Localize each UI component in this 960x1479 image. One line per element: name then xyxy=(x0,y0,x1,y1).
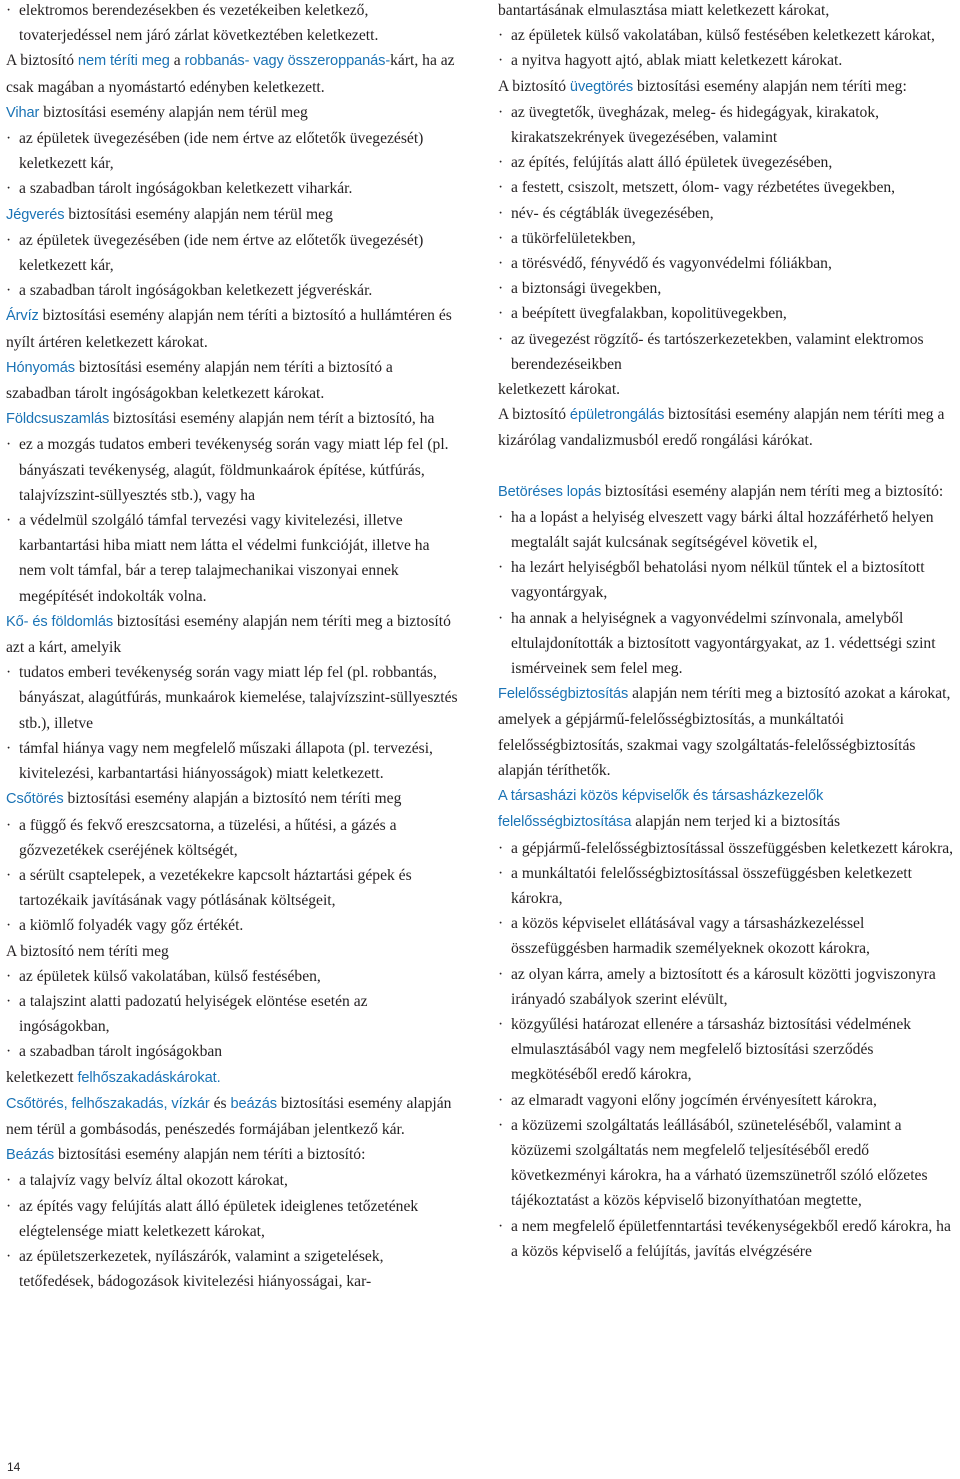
bullet-item xyxy=(498,1088,958,1113)
text-span: alapján nem terjed ki a biztosítás xyxy=(631,813,841,831)
text-span: a biztonsági üvegekben, xyxy=(511,280,662,298)
bullet-item xyxy=(498,327,958,377)
text-span: elektromos berendezésekben és vezetékeiben keletkező, tovaterjedéssel nem járó zárlat következtében keletkezett. xyxy=(19,2,379,45)
bullet-item xyxy=(6,1168,458,1193)
bullet-item xyxy=(6,176,458,201)
text-span: a nyitva hagyott ajtó, ablak miatt keletkezett károkat. xyxy=(511,52,843,70)
text-span: alapján nem téríti meg a biztosító azokat a károkat, amelyek a gépjármű-felelősségbiztosítás, a munkáltatói felelősségbiztosítás, szakmai vagy szolgáltatás-felelősségbiztosítás alapján téríthetők. xyxy=(498,685,951,779)
paragraph xyxy=(6,202,458,228)
page-number: 14 xyxy=(7,1460,21,1474)
text-span: a szabadban tárolt ingóságokban keletkezett viharkár. xyxy=(19,180,353,198)
highlighted-term: Csőtörés xyxy=(6,791,64,808)
text-span: az épületek üvegezésében (ide nem értve az előtetők üvegezését) keletkezett kár, xyxy=(19,130,424,173)
text-span: a festett, csiszolt, metszett, ólom- vagy rézbetétes üvegekben, xyxy=(511,179,896,197)
bullet-item xyxy=(498,301,958,326)
text-span: biztosítási esemény alapján nem téríti a biztosító: xyxy=(54,1146,366,1164)
highlighted-term: Csőtörés, felhőszakadás, xyxy=(6,1095,168,1112)
bullet-item xyxy=(498,251,958,276)
text-span: a talajszint alatti padozatú helyiségek elöntése esetén az ingóságokban, xyxy=(19,992,368,1036)
highlighted-term: Betöréses lopás xyxy=(498,483,602,500)
bullet-item xyxy=(498,1214,958,1264)
paragraph xyxy=(6,48,458,99)
text-span: az építés vagy felújítás alatt álló épületek ideiglenes tetőzetének elégtelensége miatt keletkezett károkat, xyxy=(19,1197,419,1240)
bullet-item xyxy=(6,964,458,989)
text-span: a sérült csaptelepek, a vezetékekre kapcsolt háztartási gépek és tartozékaik javításának vagy pótlásának költségeit, xyxy=(19,866,412,910)
text-span: a közös képviselet ellátásával vagy a társasházkezeléssel összefüggésben harmadik személyeknek okozott károkra, xyxy=(511,915,870,958)
bullet-item xyxy=(498,48,958,73)
bullet-item xyxy=(498,23,958,48)
text-span: biztosítási esemény alapján nem téríti a biztosító a hullámtéren és nyílt ártéren keletkezett károkat. xyxy=(6,307,452,351)
text-span: a közüzemi szolgáltatás leállásából, szüneteléséből, valamint a közüzemi szolgáltatás nem megfelelő teljesítéséből eredő következményi károkra, ha a várható üzemszünetről szóló előzetes tájékoztatást a közös képviselő bizonyíthatóan megtette, xyxy=(511,1116,928,1210)
paragraph xyxy=(498,681,958,783)
bullet-item xyxy=(6,0,458,48)
text-span: A biztosító nem téríti meg xyxy=(6,942,169,960)
bullet-item xyxy=(498,836,958,861)
bullet-item xyxy=(498,100,958,150)
bullet-item xyxy=(6,228,458,278)
bullet-item xyxy=(498,175,958,200)
bullet-item xyxy=(6,1244,458,1294)
bullet-item xyxy=(498,226,958,251)
bullet-item xyxy=(6,1194,458,1244)
text-span: közgyűlési határozat ellenére a társasház biztosítási védelmének elmulasztásából vagy nem megfelelő biztosítási szerződés megkötéséből eredő károkra, xyxy=(511,1015,912,1084)
paragraph xyxy=(6,406,458,432)
highlighted-term: Kő- és földomlás xyxy=(6,613,114,630)
text-span: a törésvédő, fényvédő és vagyonvédelmi fóliákban, xyxy=(511,255,832,273)
bullet-item xyxy=(6,660,458,736)
paragraph xyxy=(498,402,958,453)
text-span: az üvegtetők, üvegházak, meleg- és hidegágyak, kirakatok, kirakatszekrények üvegezésében, valamint xyxy=(511,103,880,147)
text-span: A biztosító xyxy=(498,77,570,95)
highlighted-term: beázás xyxy=(230,1095,277,1112)
text-span: tudatos emberi tevékenység során vagy miatt lép fel (pl. robbantás, bányászat, alagútfúrás, munkaárok kiemelése, talajvízszint-süllyesztés stb.), illetve xyxy=(19,664,458,732)
text-span: a talajvíz vagy belvíz által okozott károkat, xyxy=(19,1172,288,1190)
text-span: ha a lopást a helyiség elveszett vagy bárki által hozzáférhető helyen megtalált saját kulcsának segítségével követik el, xyxy=(511,508,934,552)
text-span: az épületek üvegezésében (ide nem értve az előtetők üvegezését) keletkezett kár, xyxy=(19,231,424,275)
highlighted-term: robbanás- vagy összeroppanás- xyxy=(184,53,391,70)
paragraph xyxy=(6,786,458,812)
text-span: A biztosító xyxy=(6,52,78,70)
bullet-item xyxy=(498,911,958,961)
bullet-item xyxy=(498,606,958,682)
text-span: az elmaradt vagyoni előny jogcímén érvényesített károkra, xyxy=(511,1091,877,1109)
text-span: a védelmül szolgáló támfal tervezési vagy kivitelezési, illetve karbantartási hiba miatt nem látta el védelmi funkcióját, illetve ha nem volt támfal, bár a terep talajmechanikai viszonyai ennek megépítését indokolták volna. xyxy=(19,512,430,605)
highlighted-term: üvegtörés xyxy=(569,78,634,95)
text-span: ha annak a helyiségnek a vagyonvédelmi színvonala, amelyből eltulajdonították a biztosított vagyontárgyakat, az 1. védettségi szint ismérveinek sem felel meg. xyxy=(511,609,936,678)
paragraph xyxy=(6,939,458,964)
text-span: név- és cégtáblák üvegezésében, xyxy=(511,204,714,222)
paragraph xyxy=(6,609,458,660)
text-span: ez a mozgás tudatos emberi tevékenység során vagy miatt lép fel (pl. bányászati tevékenység, alagút, földmunkaárok építése, kútfúrás, talajvízszint-süllyesztés stb.), vagy ha xyxy=(19,436,449,504)
paragraph xyxy=(498,377,958,402)
text-span: a kiömlő folyadék vagy gőz értékét. xyxy=(19,917,244,935)
text-span: biztosítási esemény alapján nem téríti meg a biztosító: xyxy=(601,482,944,500)
text-span: biztosítási esemény alapján a biztosító nem téríti meg xyxy=(63,790,402,808)
paragraph xyxy=(6,355,458,406)
text-span: a tükörfelületekben, xyxy=(511,229,636,247)
bullet-item xyxy=(6,126,458,176)
text-span: az épületszerkezetek, nyílászárók, valamint a szigetelések, tetőfedések, bádogozások kivitelezési hiányosságai, kar- xyxy=(19,1247,384,1291)
bullet-item xyxy=(6,863,458,913)
bullet-item xyxy=(6,813,458,863)
bullet-item xyxy=(498,1113,958,1214)
text-span: biztosítási esemény alapján nem téríti meg a biztosító azt a kárt, amelyik xyxy=(6,612,451,657)
text-span: az olyan kárra, amely a biztosított és a károsult közötti jogviszonyra irányadó szabályok szerint elévült, xyxy=(511,965,936,1008)
highlighted-term: Földcsuszamlás xyxy=(6,411,110,428)
text-span: az épületek külső vakolatában, külső festésében, xyxy=(19,967,321,985)
text-span: A biztosító xyxy=(498,406,570,424)
bullet-item xyxy=(498,962,958,1012)
text-span: és xyxy=(209,1094,231,1112)
text-span: keletkezett károkat. xyxy=(498,381,621,399)
text-span: a munkáltatói felelősségbiztosítással összefüggésben keletkezett károkra, xyxy=(511,864,912,907)
text-span: ha lezárt helyiségből behatolási nyom nélkül tűntek el a biztosított vagyontárgyak, xyxy=(511,559,925,602)
paragraph xyxy=(6,100,458,126)
bullet-item xyxy=(498,861,958,911)
text-span: kárt, ha az csak magában a nyomástartó edényben keletkezett. xyxy=(6,52,455,96)
bullet-item xyxy=(6,508,458,609)
highlighted-term: Vihar xyxy=(6,104,40,121)
left-column xyxy=(6,0,458,1294)
text-span: biztosítási esemény alapján nem téríti a biztosító a szabadban tárolt ingóságokban keletkezett károkat. xyxy=(6,358,393,403)
paragraph xyxy=(6,1142,458,1168)
bullet-item xyxy=(498,201,958,226)
bullet-item xyxy=(498,555,958,605)
paragraph xyxy=(6,1091,458,1142)
paragraph xyxy=(498,479,958,505)
text-span: bantartásának elmulasztása miatt keletkezett károkat, xyxy=(498,2,830,19)
highlighted-term: Árvíz xyxy=(6,308,39,325)
highlighted-term: Felelősségbiztosítás xyxy=(498,686,629,703)
bullet-item xyxy=(498,150,958,175)
highlighted-term: épületrongálás xyxy=(569,407,665,424)
bullet-item xyxy=(6,989,458,1039)
bullet-item xyxy=(6,278,458,303)
text-span: a szabadban tárolt ingóságokban keletkezett jégveréskár. xyxy=(19,282,373,300)
text-span: biztosítási esemény alapján nem térül a gombásodás, penészedés formájában jelentkező kár. xyxy=(6,1094,452,1138)
text-span: keletkezett xyxy=(6,1068,78,1086)
text-span: a beépített üvegfalakban, kopolitüvegekben, xyxy=(511,305,787,323)
highlighted-term: vízkár xyxy=(171,1095,210,1112)
bullet-item xyxy=(6,432,458,508)
paragraph xyxy=(498,74,958,100)
text-span: az építés, felújítás alatt álló épületek üvegezésében, xyxy=(511,154,833,172)
right-column xyxy=(498,0,958,1264)
text-span: a nem megfelelő épületfenntartási tevékenységekből eredő károkra, ha a közös képviselő a felújítás, javítás elvégzésére xyxy=(511,1217,951,1260)
highlighted-term: Jégverés xyxy=(6,206,65,223)
text-span: a függő és fekvő ereszcsatorna, a tüzelési, a hűtési, a gázés a gőzvezetékek cseréjének költségét, xyxy=(19,816,397,859)
bullet-item xyxy=(498,1012,958,1088)
bullet-item xyxy=(6,1039,458,1064)
text-span: biztosítási esemény alapján nem téríti meg: xyxy=(633,77,907,95)
text-span: biztosítási esemény alapján nem térül meg xyxy=(39,103,308,121)
paragraph xyxy=(6,303,458,354)
highlighted-term: nem téríti meg xyxy=(77,53,170,70)
text-span: az üvegezést rögzítő- és tartószerkezetekben, valamint elektromos berendezéseikben xyxy=(511,330,924,373)
highlighted-term: Hónyomás xyxy=(6,359,75,376)
paragraph xyxy=(498,783,958,835)
text-span: az épületek külső vakolatában, külső festésében keletkezett károkat, xyxy=(511,27,935,45)
paragraph xyxy=(6,1065,458,1091)
text-span: biztosítási esemény alapján nem térül meg xyxy=(64,205,333,223)
bullet-item xyxy=(6,736,458,786)
highlighted-term: A társasházi közös képviselők és társasházkezelők felelősségbiztosítása xyxy=(498,788,824,831)
paragraph xyxy=(498,0,958,23)
text-span: biztosítási esemény alapján nem térít a biztosító, ha xyxy=(109,410,435,428)
text-span: támfal hiánya vagy nem megfelelő műszaki állapota (pl. tervezési, kivitelezési, karbantartási hiányosságok) miatt keletkezett. xyxy=(19,739,433,783)
text-span: biztosítási esemény alapján nem téríti meg a kizárólag vandalizmusból eredő rongálási kárókat. xyxy=(498,406,945,450)
text-span: a szabadban tárolt ingóságokban xyxy=(19,1043,223,1061)
bullet-item xyxy=(498,505,958,555)
highlighted-term: felhőszakadáskárokat. xyxy=(77,1069,221,1086)
bullet-item xyxy=(6,913,458,938)
highlighted-term: Beázás xyxy=(6,1147,55,1164)
text-span: a xyxy=(169,52,185,70)
bullet-item xyxy=(498,276,958,301)
text-span: a gépjármű-felelősségbiztosítással összefüggésben keletkezett károkra, xyxy=(511,839,954,857)
